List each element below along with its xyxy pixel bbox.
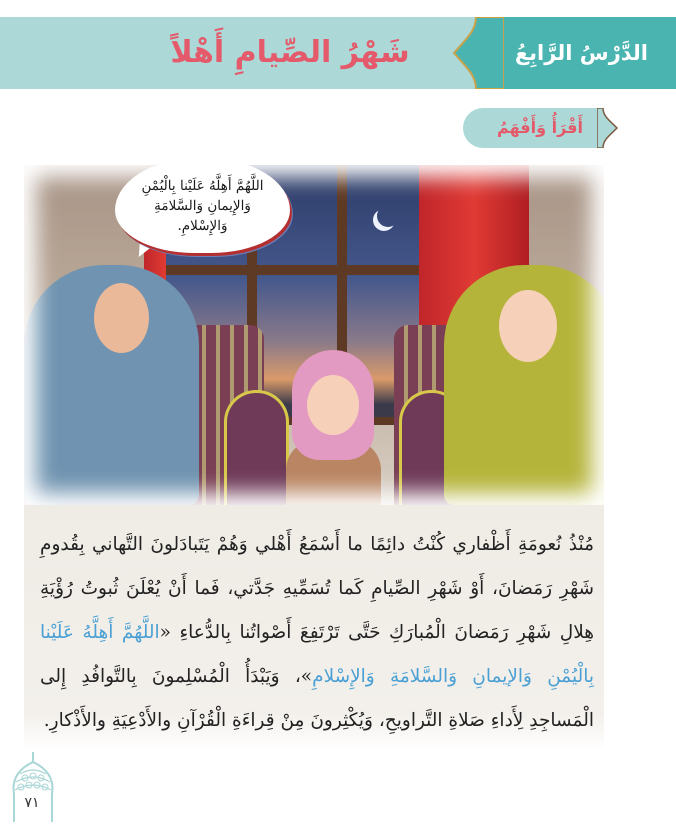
section-label: أَقْرَأُ وَأَفْهَمُ [497, 118, 583, 137]
page-title: شَهْرُ الصِّيامِ أَهْلاً [170, 35, 410, 70]
reading-text-part2: »، وَيَبْدَأُ الْمُسْلِمونَ بِالتَّوافُدِ إِلى الْمَساجِدِ لِأَداءِ صَلاةِ التَّراويحِ، وَيُكْثِرونَ مِنْ قِراءَةِ الْقُرْآنِ والأَدْعِيَةِ والأَذْكارِ. [40, 666, 594, 731]
lesson-badge [476, 17, 676, 89]
dua-highlight: اللَّهُمَّ أَهِلَّهُ عَلَيْنا بِالْيُمْنِ وَالإيمانِ وَالسَّلامَةِ وَالإِسْلامِ [40, 622, 594, 687]
speech-bubble [115, 158, 290, 253]
ornamental-cusp-icon [597, 108, 619, 148]
story-illustration [24, 165, 604, 505]
mosque-dome-icon [8, 752, 58, 822]
ornamental-cusp-icon [448, 17, 504, 89]
lesson-label: الدَّرْسُ الرَّابِعُ [514, 41, 648, 65]
speech-bubble-text: اللَّهُمَّ أَهِلَّهُ عَلَيْنا بِالْيُمْنِ وَالإِيمانِ وَالسَّلامَةِ وَالإِسْلامِ. [141, 177, 264, 234]
reading-paragraph [40, 523, 594, 743]
page-number: ٧١ [24, 795, 40, 811]
reading-text-part1: مُنْذُ نُعومَةِ أَظْفاري كُنْتُ دائِمًا ما أَسْمَعُ أَهْلي وَهُمْ يَتَبادَلونَ التَّهاني بِقُدومِ شَهْرِ رَمَضانَ، أَوْ شَهْرِ الصِّيامِ كَما تُسَمِّيهِ جَدَّتي، فَما أَنْ يُعْلَنَ ثُبوتُ رُؤْيَةِ هِلالِ شَهْرِ رَمَضانَ الْمُبارَكِ حَتَّى تَرْتَفِعَ أَصْواتُنا بِالدُّعاءِ « [40, 534, 595, 643]
reading-panel [24, 505, 604, 750]
read-and-understand-tab [463, 108, 603, 148]
